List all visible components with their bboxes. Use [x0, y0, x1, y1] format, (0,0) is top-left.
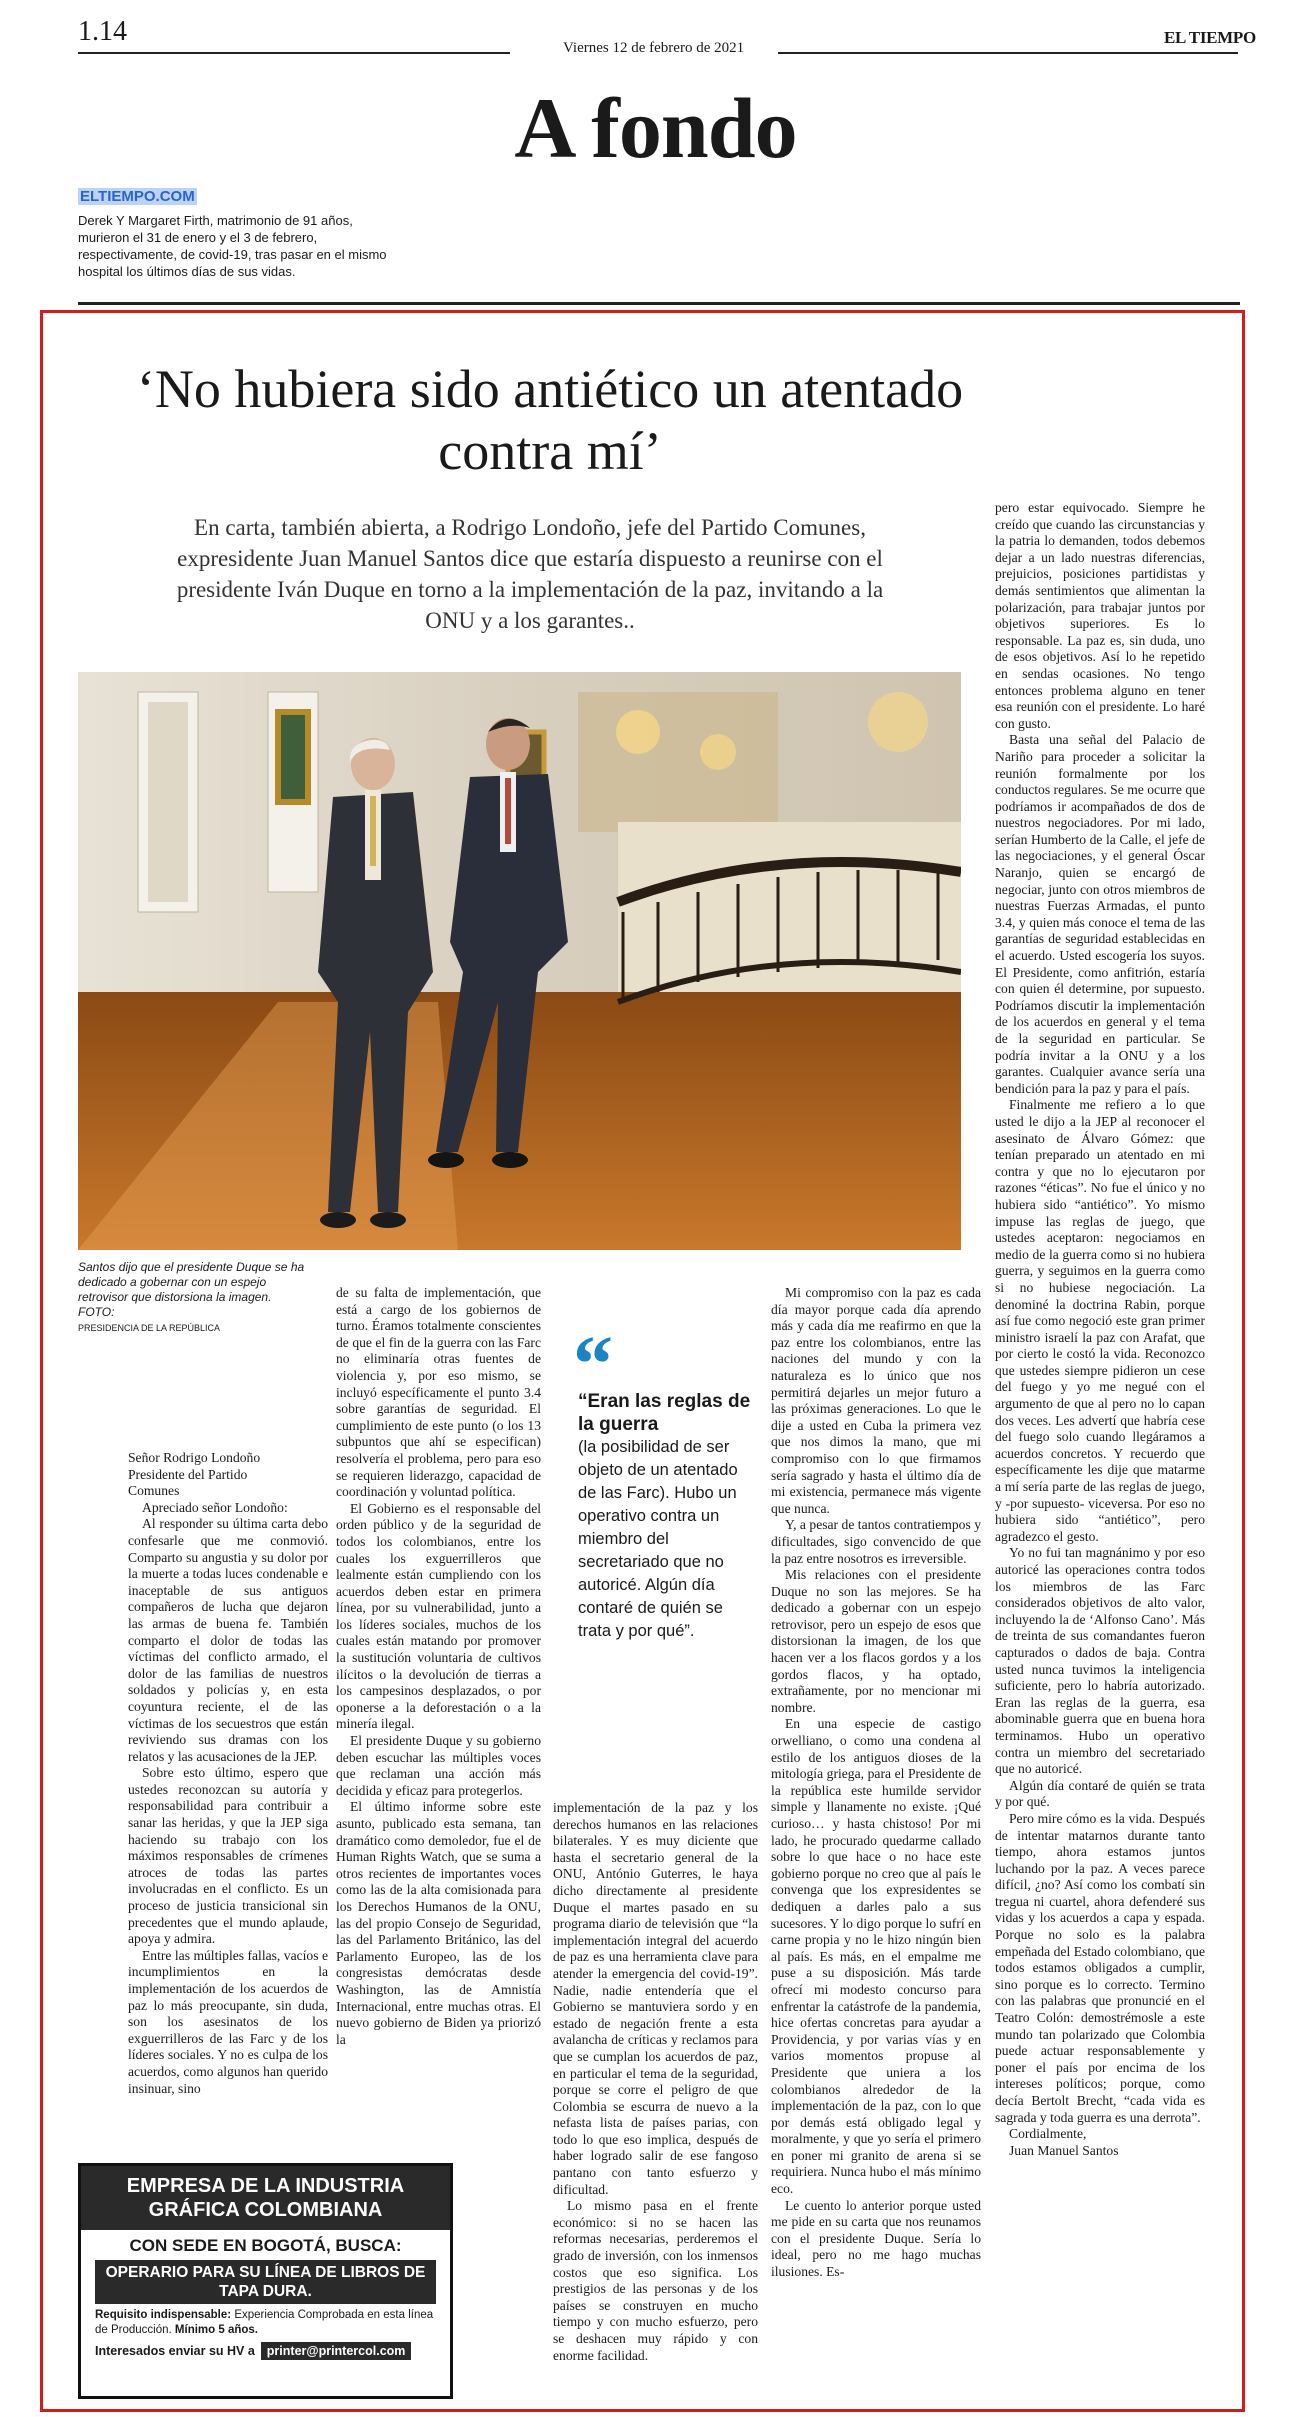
newspaper-brand: EL TIEMPO [1164, 28, 1256, 47]
pull-quote-lead: “Eran las reglas de la guerra [578, 1391, 751, 1435]
ad-requirement [95, 2308, 436, 2338]
ad-contact [95, 2342, 436, 2360]
article-paragraph: El presidente Duque y su gobierno deben escuchar las múltiples voces que reclaman una acción más decidida y eficaz para protegerlos. [336, 1733, 541, 1798]
header-rule [78, 52, 510, 54]
article-paragraph: Mis relaciones con el presidente Duque no son las mejores. Se ha dedicado a gobernar con un espejo retrovisor, pero un espejo de esos que distorsionan la imagen, de los que hacen ver a los flacos gordos y a los gordos flacos, y ha optado, extrañamente, por no mencionar mi nombre. [771, 1567, 981, 1715]
page-number: 1.14 [78, 16, 127, 47]
article-deck: En carta, también abierta, a Rodrigo Londoño, jefe del Partido Comunes, expresidente Juan Manuel Santos dice que estaría dispuesto a reunirse con el presidente Iván Duque en torno a la implementación de la paz, invitando a la ONU y a los garantes.. [176, 515, 884, 633]
photo-credit: PRESIDENCIA DE LA REPÚBLICA [78, 1323, 221, 1333]
site-link[interactable]: ELTIEMPO.COM [80, 188, 195, 205]
ad-requirement-label: Requisito indispensable: [95, 2309, 232, 2321]
header-rule [778, 52, 1238, 54]
ad-contact-label: Interesados enviar su HV a [95, 2344, 255, 2358]
article-paragraph: Algún día contaré de quién se trata y por qué. [995, 1777, 1205, 1810]
article-photo [78, 672, 961, 1250]
article-column-4 [771, 1285, 981, 2281]
article-paragraph: implementación de la paz y los derechos humanos en las relaciones bilaterales. Y es muy diciente que hasta el secretario general de la ONU, António Guterres, le haya dicho directamente al presidente Duque el martes pasado en su programa diario de televisión que “la implementación integral del acuerdo de paz es una herramienta clave para atender la emergencia del covid-19”. Nadie, nadie entendería que el Gobierno se mantuviera sordo y en estado de negación frente a esta avalancha de críticas y reclamos para que se cumplan los acuerdos de paz, en particular el tema de la seguridad, porque se corre el peligro de que Colombia se escurra de nuevo a la nefasta lista de países parias, con todo lo que eso implica, después de haber logrado salir de ese fangoso pantano con tanto esfuerzo y dificultad. [553, 1800, 758, 2197]
article-paragraph: Y, a pesar de tantos contratiempos y dificultades, sigo convencido de que la paz entre nosotros es irreversible. [771, 1517, 981, 1566]
salutation-greeting: Apreciado señor Londoño: [142, 1499, 288, 1515]
ad-subheading: CON SEDE EN BOGOTÁ, BUSCA: [129, 2236, 402, 2255]
article-paragraph: El Gobierno es el responsable del orden público y de la seguridad de todos los colombianos, entre los cuales los exguerrilleros que lealmente están cumpliendo con los acuerdos deben estar en primera línea, por su vulnerabilidad, junto a los líderes sociales, muchos de los cuales están matando por promover la sustitución voluntaria de cultivos ilícitos o la devolución de tierras a los campesinos desplazados, o por oponerse a la deforestación o a la minería ilegal. [336, 1500, 541, 1732]
issue-date: Viernes 12 de febrero de 2021 [563, 40, 745, 56]
article-paragraph: Yo no fui tan magnánimo y por eso autoricé las operaciones contra todos los miembros de las Farc considerados objetivos de alto valor, incluyendo la de ‘Alfonso Cano’. Más de treinta de sus comandantes fueron capturados o dados de baja. Contra usted nunca tuvimos la inteligencia suficiente, pero lo habría autorizado. Eran las reglas de la guerra, esa abominable guerra que en buena hora terminamos. Hubo un operativo contra un miembro del secretariado que no autoricé. [995, 1545, 1205, 1777]
article-paragraph: Lo mismo pasa en el frente económico: si no se hacen las reformas necesarias, perderemos el grado de inversión, con los inmensos costos que eso significa. Los prestigios de las personas y de los países se construyen en mucho tiempo y con mucho esfuerzo, pero se deshacen muy rápido y con enorme facilidad. [553, 2198, 758, 2363]
article-paragraph: Mi compromiso con la paz es cada día mayor porque cada día aprendo más y cada día me reafirmo en que la paz entre los colombianos, entre las naciones del mundo y con la naturaleza es lo único que nos permitirá dejarles un mejor futuro a las próximas generaciones. Lo que le dije a usted en Cuba la primera vez que nos dimos la mano, que mi compromiso con lo que firmamos sería sagrado y hasta el último día de mi existencia, permanece más vigente que nunca. [771, 1285, 981, 1516]
ad-requirement-min: Mínimo 5 años. [174, 2324, 258, 2336]
article-paragraph: de su falta de implementación, que está a cargo de los gobiernos de turno. Éramos totalmente conscientes de que el fin de la guerra con las Farc no eliminaría otras fuentes de violencia y, por eso mismo, se incluyó específicamente el punto 3.4 sobre garantías de seguridad. El cumplimiento de este punto (o los 13 subpuntos que ahí se especifican) resolvería el problema, pero para eso se requieren liderazgo, capacidad de coordinación y voluntad política. [336, 1285, 541, 1500]
salutation-line: Presidente del Partido [128, 1466, 248, 1482]
article-paragraph: Al responder su última carta debo confesarle que me conmovió. Comparto su angustia y su dolor por la muerte a todas luces condenable e inaceptable de sus antiguos compañeros de lucha que dejaron las armas de buena fe. También comparto el dolor de todas las víctimas del conflicto armado, el dolor de las familias de nuestros soldados y policías y, en esta coyuntura reciente, el de las víctimas de los secuestros que están reviviendo sus dramas con los relatos y las acusaciones de la JEP. [128, 1516, 328, 1764]
ad-position: OPERARIO PARA SU LÍNEA DE LIBROS DE TAPA DURA. [95, 2260, 436, 2304]
article-column-1 [128, 1450, 328, 2097]
photo-caption [78, 1260, 308, 1336]
article-paragraph: Finalmente me refiero a lo que usted le dijo a la JEP al reconocer el asesinato de Álvaro Gómez: que tenían preparado un atentado en mi contra y que no lo ejecutaron por razones “éticas”. No fue el único y no hubiera sido “antiético”. Yo mismo impuse las reglas de juego, que ustedes aceptaron: negociamos en medio de la guerra como si no hubiera guerra, y seguimos en la guerra como si no hubiese negociación. La denominé la doctrina Rabin, porque así fue como negoció este gran primer ministro israelí la paz con Arafat, que por cierto le costó la vida. Reconozco que ustedes siempre pidieron un cese del fuego y yo me negué con el argumento de que al pero no lo capan dos veces. Les advertí que habría cese del fuego solo cuando llegáramos a acuerdos concretos. Y recuerdo que específicamente les dije que matarme a mí sería parte de las reglas de juego, y -por supuesto- viceversa. Por eso no hubiera sido “antiético”, pero agradezco el gesto. [995, 1097, 1205, 1544]
photo-caption-text: Santos dijo que el presidente Duque se ha dedicado a gobernar con un espejo retrovisor que distorsiona la imagen. [78, 1260, 305, 1304]
article-paragraph: pero estar equivocado. Siempre he creído que cuando las circunstancias y la patria lo demanden, todos debemos dejar a un lado nuestras diferencias, prejuicios, posiciones partidistas y demás sentimientos que alimentan la polarización, para trabajar juntos por objetivos superiores. Es lo responsable. La paz es, sin duda, uno de esos objetivos. Así lo he repetido en sendas ocasiones. No tengo entonces problema alguno en tener esa reunión con el presidente. Lo haré con gusto. [995, 500, 1205, 731]
article-column-2 [336, 1285, 541, 2048]
article-column-3 [553, 1800, 758, 2364]
salutation-line: Señor Rodrigo Londoño [128, 1450, 261, 1465]
article-paragraph: Entre las múltiples fallas, vacíos e incumplimientos en la implementación de los acuerdos de paz lo más preocupante, sin duda, son los asesinatos de los exguerrilleros de las Farc y de los líderes sociales. Y no es culpa de los acuerdos, como algunos han querido insinuar, sino [128, 1947, 328, 2096]
article-paragraph: En una especie de castigo orwelliano, o como una condena al estilo de los antiguos dioses de la mitología griega, para el Presidente de la república este humilde servidor simple y llanamente no existe. ¡Qué curioso… y hasta chistoso! Por mi lado, he procurado quedarme callado sobre lo que hace o no hace este gobierno porque no creo que al país le convenga que los expresidentes se dediquen a darles palo a sus sucesores. Y lo digo porque lo sufrí en carne propia y no le hizo ningún bien al país. Es más, en el empalme me puse a su disposición. Más tarde ofrecí mi modesto concurso para enfrentar la catástrofe de la pandemia, hice ofertas concretas para ayudar a Providencia, y por varias vías y en varios momentos propuse al Presidente que uniera a los colombianos alrededor de la implementación de la paz, con lo que por demás está obligado legal y moralmente, y que yo sería el primero en poner mi granito de arena si se requiriera. Nunca hubo el más mínimo eco. [771, 1716, 981, 2197]
article-paragraph: Basta una señal del Palacio de Nariño para proceder a solicitar la reunión formalmente por los conductos regulares. Se me ocurre que podríamos ir acompañados de dos de nuestros negociadores. Por mi lado, serían Humberto de la Calle, el jefe de las negociaciones, y el general Óscar Naranjo, quien se encargó de negociar, junto con otros miembros de nuestras Fuerzas Armadas, el punto 3.4, y quien más conoce el tema de las garantías de seguridad establecidas en el acuerdo. Usted escogería los suyos. El Presidente, como anfitrión, estaría con quien él determine, por supuesto. Podríamos discutir la implementación de los acuerdos en general y el tema de la seguridad en particular. Se podría invitar a la ONU y a los garantes. Cualquier avance sería una bendición para la paz y para el país. [995, 732, 1205, 1096]
article-paragraph: Pero mire cómo es la vida. Después de intentar matarnos durante tanto tiempo, ahora estamos juntos luchando por la paz. A veces parece difícil, ¿no? Así como los combatí sin tregua ni cuartel, ahora defenderé sus vidas y los acuerdos a capa y espada. Porque no solo es la palabra empeñada del Estado colombiano, que todos estamos obligados a cumplir, sino porque es lo correcto. Termino con las palabras que pronuncié en el Teatro Colón: demostrémosle a este mundo tan polarizado que Colombia puede actuar responsablemente y poner el país por encima de los intereses políticos; porque, como decía Bertolt Brecht, “cada vida es sagrada y toda guerra es una derrota”. [995, 1810, 1205, 2125]
pull-quote [578, 1390, 753, 1643]
closing-line: Cordialmente, [1009, 2126, 1087, 2142]
classified-ad [78, 2163, 453, 2399]
article-paragraph: Sobre esto último, espero que ustedes reconozcan su autoría y responsabilidad para contribuir a sanar las heridas, y que la JEP siga haciendo su trabajo con los máximos responsables de crímenes atroces de todas las partes involucradas en el conflicto. Es un proceso de justicia transicional sin precedentes que el mundo aplaude, apoya y admira. [128, 1765, 328, 1947]
ad-email-link[interactable]: printer@printercol.com [261, 2342, 412, 2360]
pull-quote-body: (la posibilidad de ser objeto de un atentado de las Farc). Hubo un operativo contra un miembro del secretariado que no autoricé. Algún día contaré de quién se trata y por qué”. [578, 1438, 738, 1640]
signature-name: Juan Manuel Santos [1009, 2142, 1119, 2158]
article-column-5 [995, 500, 1205, 2159]
section-title: A fondo [514, 80, 797, 176]
ad-requirement-text: Experiencia Comprobada en esta línea de Producción. [95, 2309, 434, 2336]
article-headline: ‘No hubiera sido antiético un atentado contra mí’ [136, 359, 964, 481]
salutation-line: Comunes [128, 1483, 180, 1499]
ad-heading: EMPRESA DE LA INDUSTRIA GRÁFICA COLOMBIANA [81, 2166, 450, 2230]
photo-illustration [78, 672, 961, 1250]
article-paragraph: El último informe sobre este asunto, publicado esta semana, tan dramático como demoledor, fue el de Human Rights Watch, que se suma a otros recientes de importantes voces como las de la alta comisionada para los Derechos Humanos de la ONU, las del propio Consejo de Seguridad, las del Parlamento Británico, las del Parlamento Europeo, las de los congresistas demócratas desde Washington, las de Amnistía Internacional, entre muchas otras. El nuevo gobierno de Biden ya priorizó la [336, 1799, 541, 2047]
quote-mark-icon: “ [573, 1321, 613, 1409]
photo-caption-label: FOTO: [78, 1305, 115, 1319]
article-paragraph: Le cuento lo anterior porque usted me pide en su carta que nos reunamos con el presidente Duque. Sería lo ideal, pero no me hago muchas ilusiones. Es- [771, 2197, 981, 2280]
top-caption: Derek Y Margaret Firth, matrimonio de 91 años, murieron el 31 de enero y el 3 de febrero, respectivamente, de covid-19, tras pasar en el mismo hospital los últimos días de sus vidas. [78, 213, 387, 279]
header-divider [78, 302, 1240, 305]
